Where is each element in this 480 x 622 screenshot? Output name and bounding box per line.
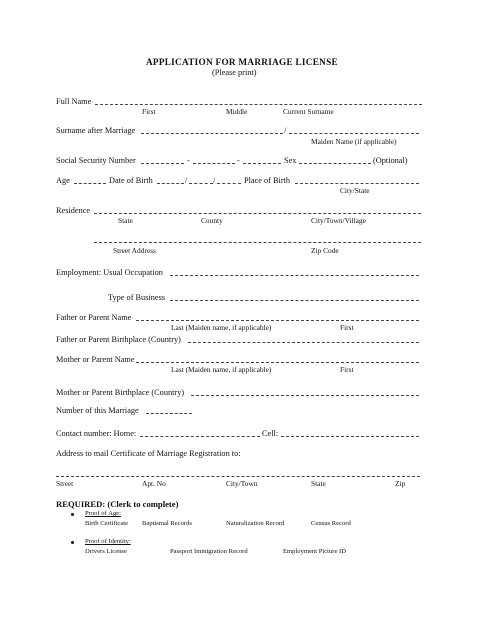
proof-of-age-title: Proof of Age: (85, 510, 121, 517)
mother-name-label: Mother or Parent Name (56, 355, 135, 364)
residence-zip-caption: Zip Code (311, 246, 339, 255)
business-type-label: Type of Business (108, 293, 166, 302)
identity-proof-passport-record: Passport Immigration Record (170, 548, 248, 555)
father-name-line[interactable] (136, 320, 419, 321)
father-last-caption: Last (Maiden name, if applicable) (171, 323, 272, 332)
ssn-part1-line[interactable] (141, 163, 184, 164)
dob-day-line[interactable] (189, 183, 213, 184)
mother-last-caption: Last (Maiden name, if applicable) (171, 365, 272, 374)
marriage-number-line[interactable] (146, 413, 192, 414)
residence-street-line[interactable] (94, 242, 421, 243)
residence-state-caption: State (118, 216, 133, 225)
proof-of-identity-bullet (71, 541, 74, 544)
proof-of-identity-title: Proof of Identity: (85, 538, 131, 545)
full-name-surname-caption: Current Surname (283, 107, 334, 116)
full-name-first-caption: First (142, 107, 156, 116)
occupation-line[interactable] (170, 275, 419, 276)
dob-month-line[interactable] (157, 183, 184, 184)
ssn-part2-line[interactable] (193, 163, 235, 164)
contact-home-line[interactable] (140, 436, 260, 437)
mailing-state-caption: State (311, 479, 326, 488)
place-of-birth-label: Place of Birth (244, 176, 291, 185)
identity-proof-drivers-license: Drivers License (85, 548, 127, 555)
residence-county-caption: County (201, 216, 223, 225)
dob-label: Date of Birth (109, 176, 153, 185)
residence-city-caption: City/Town/Village (311, 216, 366, 225)
form-title: APPLICATION FOR MARRIAGE LICENSE (146, 57, 338, 67)
dob-year-line[interactable] (217, 183, 241, 184)
dob-slash-1: / (185, 176, 188, 185)
mailing-apt-caption: Apt. No (142, 479, 166, 488)
marriage-number-label: Number of this Marriage (56, 406, 139, 415)
ssn-dash-1: - (187, 156, 190, 165)
pob-city-state-caption: City/State (340, 186, 370, 195)
age-proof-census-record: Census Record (311, 520, 351, 527)
contact-cell-label: Cell: (262, 429, 279, 438)
proof-of-age-bullet (71, 513, 74, 516)
ssn-dash-2: - (237, 156, 240, 165)
surname-slash: / (284, 126, 287, 135)
residence-line[interactable] (94, 213, 421, 214)
age-proof-baptismal-records: Baptismal Records (142, 520, 192, 527)
mailing-address-label: Address to mail Certificate of Marriage Registration to: (56, 449, 241, 458)
mother-birthplace-label: Mother or Parent Birthplace (Country) (56, 388, 185, 397)
contact-home-label: Contact number: Home: (56, 429, 137, 438)
mother-name-line[interactable] (136, 362, 419, 363)
father-first-caption: First (340, 323, 354, 332)
place-of-birth-line[interactable] (295, 183, 419, 184)
residence-label: Residence (56, 206, 91, 215)
father-birthplace-label: Father or Parent Birthplace (Country) (56, 335, 181, 344)
father-name-label: Father or Parent Name (56, 313, 132, 322)
residence-street-caption: Street Address (113, 246, 156, 255)
form-subtitle: (Please print) (212, 68, 257, 77)
mailing-city-caption: City/Town (226, 479, 258, 488)
surname-after-label: Surname after Marriage (56, 126, 136, 135)
mother-birthplace-line[interactable] (191, 395, 419, 396)
age-line[interactable] (74, 183, 106, 184)
mailing-street-caption: Street (56, 479, 74, 488)
contact-cell-line[interactable] (281, 436, 419, 437)
sex-label: Sex (284, 156, 297, 165)
maiden-name-caption: Maiden Name (if applicable) (311, 137, 397, 146)
age-proof-birth-certificate: Birth Certificate (85, 520, 129, 527)
maiden-name-line[interactable] (289, 133, 419, 134)
business-type-line[interactable] (170, 300, 419, 301)
sex-optional-note: (Optional) (373, 156, 408, 165)
mother-first-caption: First (340, 365, 354, 374)
ssn-part3-line[interactable] (243, 163, 281, 164)
surname-after-line[interactable] (141, 133, 283, 134)
full-name-middle-caption: Middle (226, 107, 248, 116)
occupation-label: Employment: Usual Occupation (56, 268, 163, 277)
dob-slash-2: / (213, 176, 216, 185)
father-birthplace-line[interactable] (188, 342, 419, 343)
age-proof-naturalization-record: Naturalization Record (226, 520, 285, 527)
ssn-label: Social Security Number (56, 156, 136, 165)
identity-proof-employment-id: Employment Picture ID (283, 548, 346, 555)
mailing-zip-caption: Zip (395, 479, 406, 488)
full-name-label: Full Name (56, 97, 92, 106)
required-heading: REQUIRED: (Clerk to complete) (56, 499, 179, 509)
full-name-line[interactable] (95, 104, 422, 105)
age-label: Age (56, 176, 70, 185)
mailing-address-line[interactable] (56, 476, 420, 477)
sex-line[interactable] (299, 163, 371, 164)
